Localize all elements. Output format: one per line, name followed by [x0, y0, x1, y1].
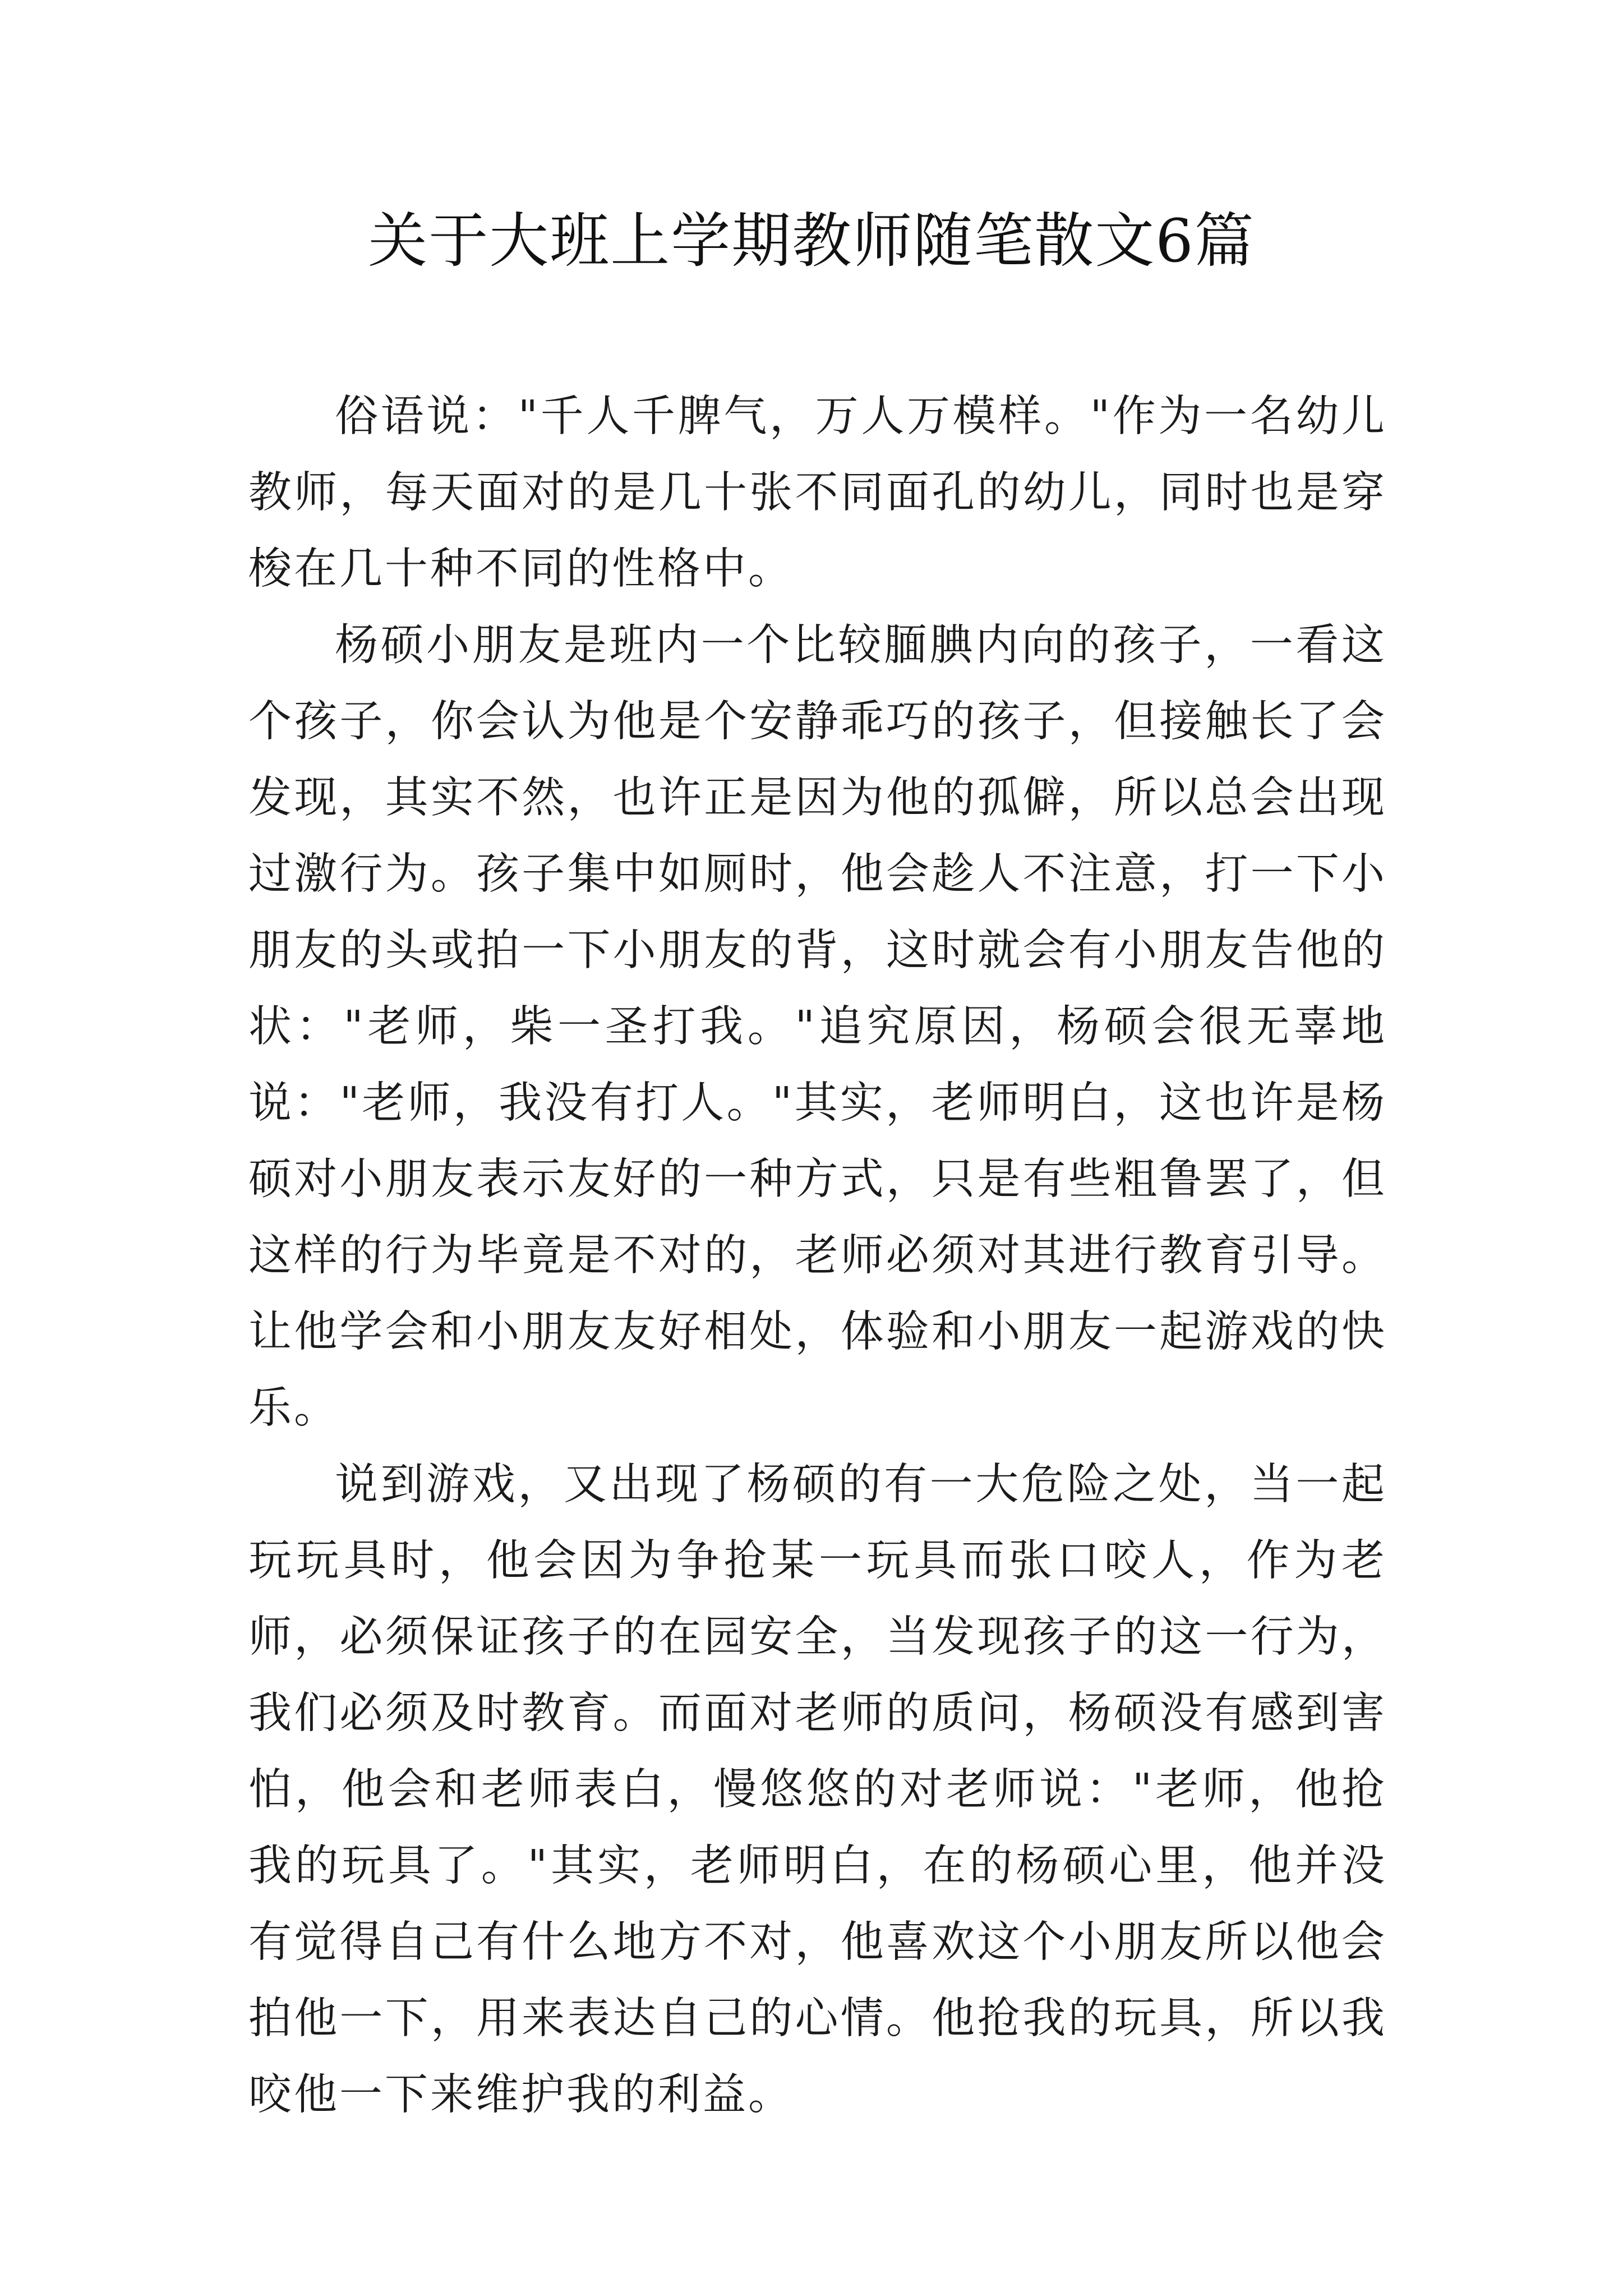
document-body: [248, 379, 1387, 2133]
paragraph: 说到游戏，又出现了杨硕的有一大危险之处，当一起玩玩具时，他会因为争抢某一玩具而张口咬人，作为老师，必须保证孩子的在园安全，当发现孩子的这一行为，我们必须及时教育。而面对老师的质问，杨硕没有感到害怕，他会和老师表白，慢悠悠的对老师说："老师，他抢我的玩具了。"其实，老师明白，在的杨硕心里，他并没有觉得自己有什么地方不对，他喜欢这个小朋友所以他会拍他一下，用来表达自己的心情。他抢我的玩具，所以我咬他一下来维护我的利益。: [248, 1460, 1387, 2120]
paragraph: 俗语说："千人千脾气，万人万模样。"作为一名幼儿教师，每天面对的是几十张不同面孔的幼儿，同时也是穿梭在几十种不同的性格中。: [248, 392, 1387, 594]
paragraph: 杨硕小朋友是班内一个比较腼腆内向的孩子，一看这个孩子，你会认为他是个安静乖巧的孩子，但接触长了会发现，其实不然，也许正是因为他的孤僻，所以总会出现过激行为。孩子集中如厕时，他会趁人不注意，打一下小朋友的头或拍一下小朋友的背，这时就会有小朋友告他的状："老师，柴一圣打我。"追究原因，杨硕会很无辜地说："老师，我没有打人。"其实，老师明白，这也许是杨硕对小朋友表示友好的一种方式，只是有些粗鲁罢了，但这样的行为毕竟是不对的，老师必须对其进行教育引导。让他学会和小朋友友好相处，体验和小朋友一起游戏的快乐。: [248, 620, 1387, 1433]
document-title: 关于大班上学期教师随笔散文6篇: [368, 206, 1255, 275]
